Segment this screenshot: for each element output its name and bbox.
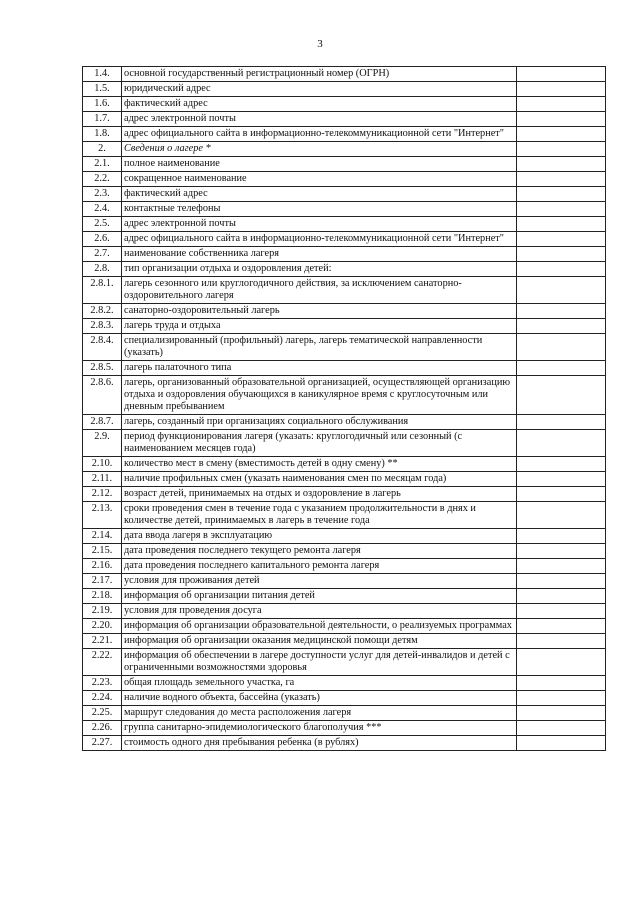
- value-cell[interactable]: [517, 157, 606, 172]
- value-cell[interactable]: [517, 472, 606, 487]
- row-label: условия для проведения досуга: [122, 604, 517, 619]
- row-number: 2.19.: [83, 604, 122, 619]
- row-number: 2.5.: [83, 217, 122, 232]
- page-number: 3: [317, 38, 323, 50]
- value-cell[interactable]: [517, 172, 606, 187]
- row-number: 2.14.: [83, 529, 122, 544]
- row-label: дата проведения последнего капитального ремонта лагеря: [122, 559, 517, 574]
- row-number: 2.15.: [83, 544, 122, 559]
- row-number: 2.18.: [83, 589, 122, 604]
- table-row: [83, 649, 606, 676]
- row-label: лагерь сезонного или круглогодичного действия, за исключением санаторно-оздоровительного лагеря: [122, 277, 517, 304]
- table-row: [83, 304, 606, 319]
- row-number: 1.4.: [83, 67, 122, 82]
- row-label: наличие водного объекта, бассейна (указать): [122, 691, 517, 706]
- row-number: 2.8.: [83, 262, 122, 277]
- row-label: общая площадь земельного участка, га: [122, 676, 517, 691]
- row-label: фактический адрес: [122, 97, 517, 112]
- table-row: [83, 415, 606, 430]
- table-row: [83, 277, 606, 304]
- table-row: [83, 262, 606, 277]
- value-cell[interactable]: [517, 376, 606, 415]
- row-label: адрес официального сайта в информационно-телекоммуникационной сети "Интернет": [122, 232, 517, 247]
- row-label: дата ввода лагеря в эксплуатацию: [122, 529, 517, 544]
- row-label: специализированный (профильный) лагерь, лагерь тематической направленности (указать): [122, 334, 517, 361]
- row-label: юридический адрес: [122, 82, 517, 97]
- row-label: лагерь труда и отдыха: [122, 319, 517, 334]
- value-cell[interactable]: [517, 706, 606, 721]
- table-row: [83, 691, 606, 706]
- row-label: информация об обеспечении в лагере доступности услуг для детей-инвалидов и детей с ограниченными возможностями здоровья: [122, 649, 517, 676]
- camp-info-table: [82, 66, 606, 751]
- value-cell[interactable]: [517, 634, 606, 649]
- row-number: 2.8.6.: [83, 376, 122, 415]
- row-number: 2.8.5.: [83, 361, 122, 376]
- row-number: 2.16.: [83, 559, 122, 574]
- row-label: информация об организации питания детей: [122, 589, 517, 604]
- row-label: основной государственный регистрационный номер (ОГРН): [122, 67, 517, 82]
- row-label: контактные телефоны: [122, 202, 517, 217]
- row-number: 2.7.: [83, 247, 122, 262]
- table-row: [83, 157, 606, 172]
- row-number: 2.9.: [83, 430, 122, 457]
- table-row: [83, 202, 606, 217]
- table-row: [83, 172, 606, 187]
- value-cell[interactable]: [517, 544, 606, 559]
- table-row: [83, 82, 606, 97]
- value-cell[interactable]: [517, 67, 606, 82]
- row-label: санаторно-оздоровительный лагерь: [122, 304, 517, 319]
- row-number: 2.8.2.: [83, 304, 122, 319]
- row-label: лагерь, организованный образовательной организацией, осуществляющей организацию отдыха и оздоровления обучающихся в каникулярное время с круглосуточным или дневным пребыванием: [122, 376, 517, 415]
- table-row: [83, 361, 606, 376]
- row-number: 2.6.: [83, 232, 122, 247]
- value-cell[interactable]: [517, 529, 606, 544]
- row-number: 2.8.1.: [83, 277, 122, 304]
- table-row: [83, 67, 606, 82]
- table-row: [83, 112, 606, 127]
- table-row: [83, 706, 606, 721]
- row-label: полное наименование: [122, 157, 517, 172]
- value-cell[interactable]: [517, 277, 606, 304]
- row-number: 2.10.: [83, 457, 122, 472]
- value-cell[interactable]: [517, 676, 606, 691]
- value-cell[interactable]: [517, 430, 606, 457]
- value-cell[interactable]: [517, 736, 606, 751]
- row-label: адрес электронной почты: [122, 112, 517, 127]
- table-row: [83, 574, 606, 589]
- row-number: 2.4.: [83, 202, 122, 217]
- table-row: [83, 544, 606, 559]
- value-cell[interactable]: [517, 202, 606, 217]
- row-number: 2.23.: [83, 676, 122, 691]
- value-cell[interactable]: [517, 319, 606, 334]
- row-number: 2.1.: [83, 157, 122, 172]
- row-label: сроки проведения смен в течение года с указанием продолжительности в днях и количестве детей, принимаемых в лагерь в течение года: [122, 502, 517, 529]
- row-label: возраст детей, принимаемых на отдых и оздоровление в лагерь: [122, 487, 517, 502]
- row-number: 2.22.: [83, 649, 122, 676]
- value-cell[interactable]: [517, 334, 606, 361]
- value-cell[interactable]: [517, 217, 606, 232]
- row-label: наличие профильных смен (указать наименования смен по месяцам года): [122, 472, 517, 487]
- table-row: [83, 736, 606, 751]
- table-row: [83, 487, 606, 502]
- table-row: [83, 529, 606, 544]
- value-cell[interactable]: [517, 82, 606, 97]
- table-row: [83, 619, 606, 634]
- row-number: 2.8.3.: [83, 319, 122, 334]
- value-cell[interactable]: [517, 304, 606, 319]
- row-number: 2.3.: [83, 187, 122, 202]
- table-row: [83, 187, 606, 202]
- table-row: [83, 319, 606, 334]
- row-number: 2.17.: [83, 574, 122, 589]
- row-label: группа санитарно-эпидемиологического благополучия ***: [122, 721, 517, 736]
- value-cell[interactable]: [517, 415, 606, 430]
- row-label: условия для проживания детей: [122, 574, 517, 589]
- value-cell[interactable]: [517, 142, 606, 157]
- value-cell[interactable]: [517, 112, 606, 127]
- row-number: 2.27.: [83, 736, 122, 751]
- row-label: период функционирования лагеря (указать: круглогодичный или сезонный (с наименованием месяцев года): [122, 430, 517, 457]
- row-label: тип организации отдыха и оздоровления детей:: [122, 262, 517, 277]
- value-cell[interactable]: [517, 649, 606, 676]
- value-cell[interactable]: [517, 232, 606, 247]
- value-cell[interactable]: [517, 187, 606, 202]
- value-cell[interactable]: [517, 691, 606, 706]
- table-body: [83, 67, 606, 751]
- row-number: 1.6.: [83, 97, 122, 112]
- row-label: информация об организации образовательной деятельности, о реализуемых программах: [122, 619, 517, 634]
- row-number: 2.20.: [83, 619, 122, 634]
- row-number: 2.12.: [83, 487, 122, 502]
- value-cell[interactable]: [517, 127, 606, 142]
- table-row: [83, 502, 606, 529]
- value-cell[interactable]: [517, 247, 606, 262]
- value-cell[interactable]: [517, 361, 606, 376]
- row-number: 2.8.4.: [83, 334, 122, 361]
- value-cell[interactable]: [517, 487, 606, 502]
- table-row: [83, 634, 606, 649]
- row-number: 2.21.: [83, 634, 122, 649]
- row-number: 2.8.7.: [83, 415, 122, 430]
- row-label: сокращенное наименование: [122, 172, 517, 187]
- value-cell[interactable]: [517, 502, 606, 529]
- row-label: маршрут следования до места расположения лагеря: [122, 706, 517, 721]
- section-heading: Сведения о лагере *: [122, 142, 517, 157]
- row-label: адрес официального сайта в информационно-телекоммуникационной сети "Интернет": [122, 127, 517, 142]
- value-cell[interactable]: [517, 457, 606, 472]
- value-cell[interactable]: [517, 559, 606, 574]
- row-label: стоимость одного дня пребывания ребенка (в рублях): [122, 736, 517, 751]
- value-cell[interactable]: [517, 589, 606, 604]
- row-number: 2.: [83, 142, 122, 157]
- table-row: [83, 127, 606, 142]
- row-number: 1.5.: [83, 82, 122, 97]
- table-row: [83, 232, 606, 247]
- table-row: [83, 247, 606, 262]
- value-cell[interactable]: [517, 574, 606, 589]
- row-label: информация об организации оказания медицинской помощи детям: [122, 634, 517, 649]
- row-label: наименование собственника лагеря: [122, 247, 517, 262]
- table-row: [83, 472, 606, 487]
- row-number: 1.8.: [83, 127, 122, 142]
- row-label: количество мест в смену (вместимость детей в одну смену) **: [122, 457, 517, 472]
- table-row: [83, 376, 606, 415]
- row-number: 2.13.: [83, 502, 122, 529]
- table-row: [83, 457, 606, 472]
- value-cell[interactable]: [517, 619, 606, 634]
- table-row: [83, 721, 606, 736]
- table-row: [83, 334, 606, 361]
- row-number: 1.7.: [83, 112, 122, 127]
- row-number: 2.2.: [83, 172, 122, 187]
- row-number: 2.25.: [83, 706, 122, 721]
- row-label: лагерь, созданный при организациях социального обслуживания: [122, 415, 517, 430]
- table-row: [83, 559, 606, 574]
- value-cell[interactable]: [517, 721, 606, 736]
- table-row: [83, 142, 606, 157]
- value-cell[interactable]: [517, 97, 606, 112]
- row-number: 2.11.: [83, 472, 122, 487]
- table-row: [83, 430, 606, 457]
- row-label: фактический адрес: [122, 187, 517, 202]
- row-label: лагерь палаточного типа: [122, 361, 517, 376]
- table-row: [83, 97, 606, 112]
- row-number: 2.26.: [83, 721, 122, 736]
- row-number: 2.24.: [83, 691, 122, 706]
- table-row: [83, 676, 606, 691]
- table-row: [83, 604, 606, 619]
- table-row: [83, 589, 606, 604]
- value-cell[interactable]: [517, 604, 606, 619]
- table-row: [83, 217, 606, 232]
- value-cell[interactable]: [517, 262, 606, 277]
- row-label: адрес электронной почты: [122, 217, 517, 232]
- row-label: дата проведения последнего текущего ремонта лагеря: [122, 544, 517, 559]
